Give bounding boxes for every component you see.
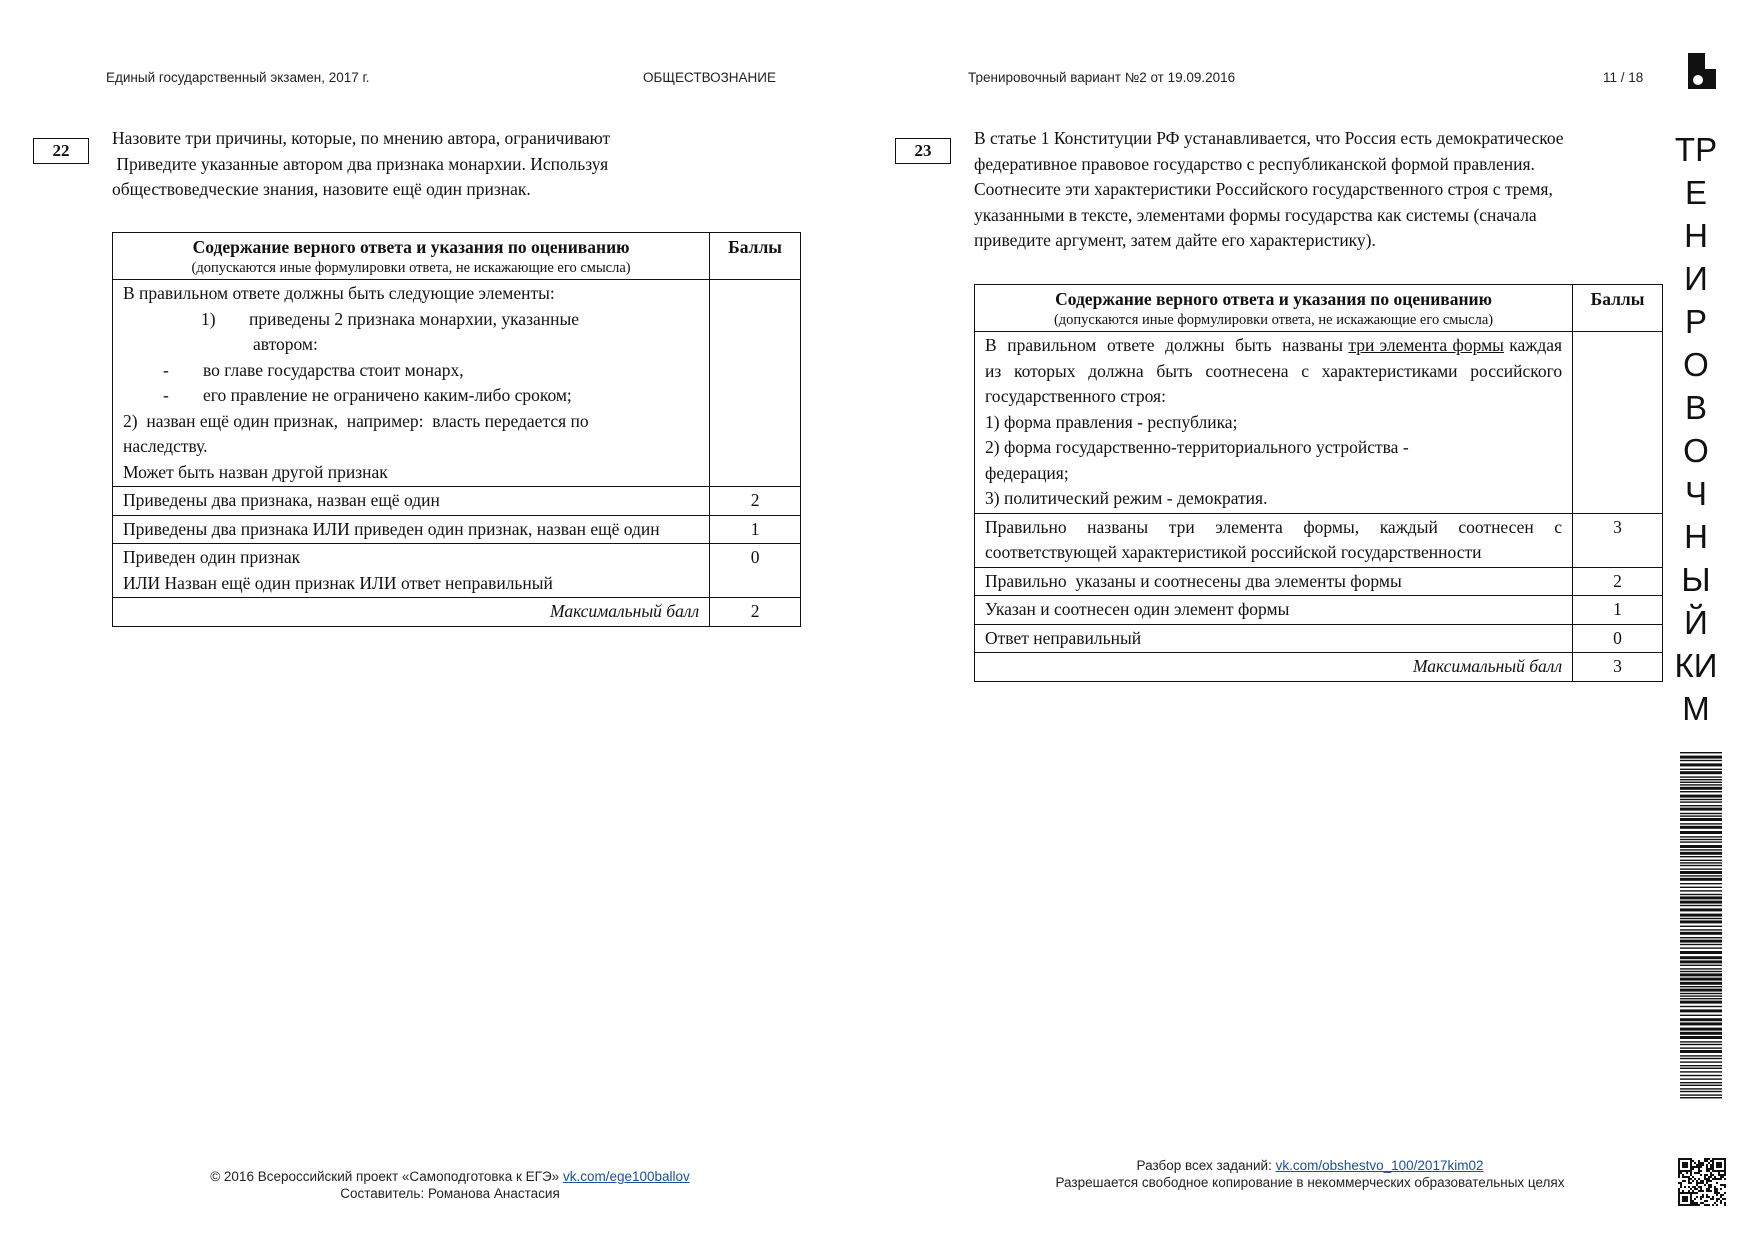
table-header-row (975, 285, 1663, 332)
stamp-letter: В (1684, 389, 1707, 426)
subject-title: ОБЩЕСТВОЗНАНИЕ (643, 70, 776, 85)
barcode-icon (1680, 752, 1722, 1100)
max-score-label: Максимальный балл (113, 598, 710, 627)
stamp-letter: Н (1684, 217, 1708, 254)
task-23-number: 23 (895, 138, 951, 164)
footer-author: Составитель: Романова Анастасия (340, 1186, 560, 1201)
stamp-letter: Р (1684, 303, 1707, 340)
publisher-logo-icon (1688, 53, 1716, 89)
answer-item-2-cont: федерация; (985, 462, 1069, 483)
stamp-letter: М (1682, 690, 1710, 727)
footer-right (1000, 1157, 1620, 1191)
footer-link-analysis[interactable]: vk.com/obshestvo_100/2017kim02 (1275, 1158, 1484, 1173)
footer-copyright-line: © 2016 Всероссийский проект «Самоподготовка к ЕГЭ» vk.com/ege100ballov (210, 1169, 690, 1184)
answer-content-row (975, 332, 1663, 514)
content-header (975, 285, 1573, 332)
criterion-score: 1 (1573, 596, 1663, 625)
criterion-score: 2 (710, 487, 801, 516)
stamp-letter: Е (1684, 174, 1707, 211)
task-22-prompt-line: обществоведческие знания, назовите ещё один признак. (112, 179, 531, 199)
variant-title: Тренировочный вариант №2 от 19.09.2016 (968, 70, 1236, 85)
content-header-sub: (допускаются иные формулировки ответа, не искажающие его смысла) (191, 260, 631, 276)
answer-content-row (113, 280, 801, 487)
answer-item-2: 2) форма государственно-территориального устройства - (985, 437, 1409, 457)
score-header: Баллы (710, 233, 801, 280)
footer-analysis-line: Разбор всех заданий: vk.com/obshestvo_100/2017kim02 (1136, 1158, 1484, 1173)
answer-dash-item: - его правление не ограничено каким-либо сроком; (163, 385, 572, 405)
task-22-prompt-line: Приведите указанные автором два признака монархии. Используя (112, 153, 609, 174)
answer-item-2: 2) назван ещё один признак, например: власть передается по (123, 410, 589, 431)
stamp-letter: КИ (1674, 647, 1718, 684)
task-23-prompt-line: приведите аргумент, затем дайте его характеристику). (974, 230, 1376, 250)
answer-item-2-cont: наследству. (123, 436, 208, 456)
task-23-grading-table (974, 284, 1663, 682)
content-header-main: Содержание верного ответа и указания по оцениванию (1055, 289, 1493, 309)
footer-link-project[interactable]: vk.com/ege100ballov (562, 1169, 690, 1184)
answer-item-3: 3) политический режим - демократия. (985, 488, 1268, 508)
empty-score-cell (1573, 332, 1663, 514)
stamp-letter: Н (1684, 518, 1708, 555)
exam-title: Единый государственный экзамен, 2017 г. (106, 70, 370, 85)
criterion-text: Приведены два признака, назван ещё один (113, 487, 710, 516)
stamp-letter: Ы (1681, 561, 1711, 598)
task-23-prompt-line: Соотнесите эти характеристики Российского государственного строя с тремя, (974, 179, 1553, 199)
criterion-text: Приведен один признак ИЛИ Назван ещё один признак ИЛИ ответ неправильный (113, 544, 710, 598)
answer-item-1: 1) форма правления - республика; (985, 411, 1238, 432)
empty-score-cell (710, 280, 801, 487)
criterion-text: Приведены два признака ИЛИ приведен один признак, назван ещё один (113, 515, 710, 544)
footer-copy-notice: Разрешается свободное копирование в некоммерческих образовательных целях (1055, 1175, 1565, 1190)
answer-content (975, 332, 1573, 514)
task-23-prompt-line: указанными в тексте, элементами формы государства как системы (сначала (974, 204, 1537, 225)
criterion-score: 0 (1573, 624, 1663, 653)
stamp-letter: ТР (1674, 131, 1718, 168)
task-22-prompt-line: Назовите три причины, которые, по мнению автора, ограничивают (112, 128, 611, 148)
task-23-prompt (974, 126, 1684, 254)
task-22-grading-table (112, 232, 801, 627)
answer-item-1: 1) приведены 2 признака монархии, указанные (201, 308, 580, 329)
score-header: Баллы (1573, 285, 1663, 332)
criterion-score: 0 (710, 544, 801, 598)
stamp-letter: Й (1684, 604, 1708, 641)
stamp-letter: О (1683, 432, 1709, 469)
stamp-letter: Ч (1685, 475, 1707, 512)
task-23-prompt-line: федеративное правовое государство с республиканской формой правления. (974, 153, 1535, 174)
max-score-label: Максимальный балл (975, 653, 1573, 682)
max-score-value: 3 (1573, 653, 1663, 682)
criterion-text: Ответ неправильный (975, 624, 1573, 653)
stamp-letter: О (1683, 346, 1709, 383)
max-score-value: 2 (710, 598, 801, 627)
answer-note: Может быть назван другой признак (123, 461, 388, 482)
content-header (113, 233, 710, 280)
table-header-row (113, 233, 801, 280)
stamp-letter: И (1684, 260, 1708, 297)
answer-intro: В правильном ответе должны быть названы три элемента формы каждая из которых должна быть соотнесена с характеристиками российского государственного строя: (985, 335, 1563, 406)
criterion-text: Указан и соотнесен один элемент формы (975, 596, 1573, 625)
answer-dash-item: - во главе государства стоит монарх, (163, 359, 464, 380)
footer-left (150, 1168, 750, 1202)
task-22-prompt (112, 126, 742, 203)
criterion-score: 3 (1573, 513, 1663, 567)
max-score-row (113, 598, 801, 627)
vertical-stamp (1672, 128, 1720, 730)
content-header-main: Содержание верного ответа и указания по оцениванию (192, 237, 630, 257)
task-22-number: 22 (33, 138, 89, 164)
qr-code-icon (1678, 1158, 1726, 1206)
criterion-score: 2 (1573, 567, 1663, 596)
table-row (975, 624, 1663, 653)
table-row (113, 544, 801, 598)
table-row (113, 515, 801, 544)
criterion-score: 1 (710, 515, 801, 544)
criterion-text: Правильно указаны и соотнесены два элементы формы (975, 567, 1573, 596)
table-row (113, 487, 801, 516)
page-number: 11 / 18 (1603, 70, 1644, 85)
table-row (975, 596, 1663, 625)
criterion-text: Правильно названы три элемента формы, каждый соотнесен с соответствующей характеристикой российской государственности (975, 513, 1573, 567)
content-header-sub: (допускаются иные формулировки ответа, не искажающие его смысла) (1053, 312, 1494, 328)
task-23-prompt-line: В статье 1 Конституции РФ устанавливается, что Россия есть демократическое (974, 128, 1564, 148)
answer-intro: В правильном ответе должны быть следующие элементы: (123, 283, 555, 303)
table-row (975, 513, 1663, 567)
answer-content (113, 280, 710, 487)
table-row (975, 567, 1663, 596)
answer-item-1-cont: автором: (253, 334, 318, 354)
max-score-row (975, 653, 1663, 682)
